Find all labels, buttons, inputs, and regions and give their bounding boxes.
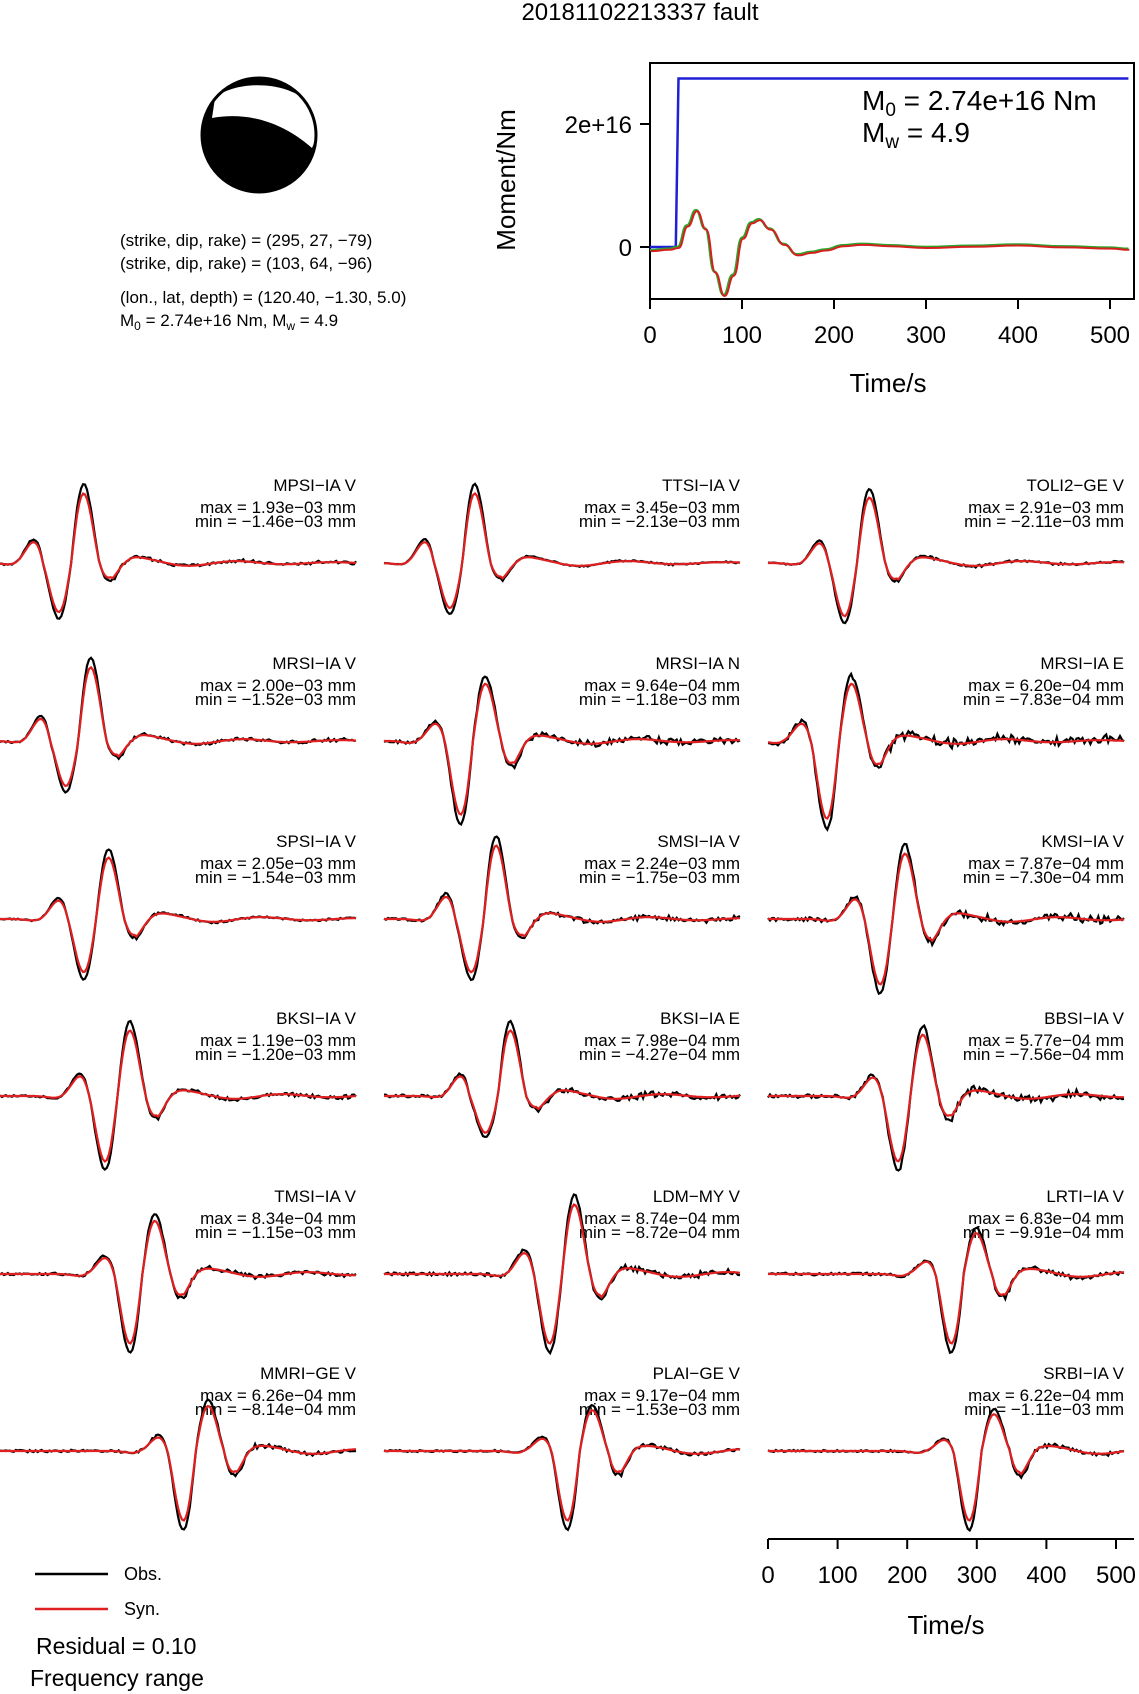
waveform-panel bbox=[768, 476, 1125, 623]
waveform-xlabel: Time/s bbox=[907, 1610, 985, 1640]
waveform-panel bbox=[384, 476, 741, 614]
station-name: LRTI−IA V bbox=[1046, 1187, 1124, 1206]
focal-moment: $M_0 = 2.74e+16$ Nm, $M_w = 4.9$ bbox=[120, 311, 339, 333]
moment-xtick-label: 400 bbox=[997, 322, 1039, 349]
station-name: LDM−MY V bbox=[652, 1187, 740, 1206]
station-min: min = −7.83e−04 mm bbox=[962, 690, 1124, 709]
waveform-panel bbox=[768, 1187, 1125, 1353]
station-min: min = −9.91e−04 mm bbox=[962, 1223, 1124, 1242]
station-max: max = 6.20e−04 mm bbox=[968, 676, 1124, 695]
moment-chart bbox=[491, 63, 1134, 398]
waveform-panel bbox=[384, 654, 740, 824]
legend-obs-label: Obs. bbox=[124, 1564, 163, 1584]
station-name: TMSI−IA V bbox=[274, 1187, 356, 1206]
station-min: min = −1.20e−03 mm bbox=[194, 1045, 356, 1064]
station-name: PLAI−GE V bbox=[652, 1364, 740, 1383]
waveform-panel bbox=[384, 1187, 741, 1353]
waveform-xtick-label: 100 bbox=[817, 1562, 858, 1589]
station-name: MPSI−IA V bbox=[273, 476, 356, 495]
station-name: BKSI−IA E bbox=[660, 1009, 740, 1028]
station-max: max = 7.98e−04 mm bbox=[584, 1031, 740, 1050]
station-max: max = 6.22e−04 mm bbox=[968, 1386, 1124, 1405]
station-min: min = −8.72e−04 mm bbox=[578, 1223, 740, 1242]
synthetic-waveform bbox=[384, 1410, 740, 1520]
station-min: min = −1.15e−03 mm bbox=[194, 1223, 356, 1242]
moment-annot-mw: $M_w = 4.9$ bbox=[862, 117, 970, 153]
moment-annot-m0: $M_0 = 2.74e+16$ Nm bbox=[862, 85, 1097, 121]
station-min: min = −2.11e−03 mm bbox=[964, 512, 1124, 531]
moment-xtick-label: 200 bbox=[813, 322, 855, 349]
station-min: min = −8.14e−04 mm bbox=[194, 1400, 356, 1419]
waveform-xtick-label: 0 bbox=[761, 1562, 775, 1589]
station-name: MMRI−GE V bbox=[260, 1364, 356, 1383]
moment-ylabel: Moment/Nm bbox=[491, 109, 521, 251]
station-max: max = 2.00e−03 mm bbox=[200, 676, 356, 695]
waveform-panel bbox=[0, 1009, 357, 1170]
station-name: SMSI−IA V bbox=[657, 832, 740, 851]
moment-x-axis bbox=[643, 299, 1130, 349]
synthetic-waveform bbox=[0, 1406, 356, 1520]
waveform-panel bbox=[384, 832, 741, 980]
station-name: KMSI−IA V bbox=[1041, 832, 1124, 851]
station-max: max = 6.83e−04 mm bbox=[968, 1209, 1124, 1228]
station-max: max = 9.64e−04 mm bbox=[584, 676, 740, 695]
focal-plane-1: (strike, dip, rake) = (295, 27, −79) bbox=[120, 231, 373, 250]
station-max: max = 7.87e−04 mm bbox=[968, 854, 1124, 873]
waveform-xtick-label: 300 bbox=[956, 1562, 997, 1589]
station-max: max = 8.74e−04 mm bbox=[584, 1209, 740, 1228]
frequency-range-text: Frequency range bbox=[30, 1665, 204, 1691]
station-name: MRSI−IA N bbox=[655, 654, 740, 673]
station-name: BKSI−IA V bbox=[276, 1009, 356, 1028]
focal-location: (lon., lat, depth) = (120.40, −1.30, 5.0) bbox=[120, 288, 407, 307]
station-min: min = −1.46e−03 mm bbox=[194, 512, 356, 531]
station-min: min = −1.54e−03 mm bbox=[194, 868, 356, 887]
station-max: max = 9.17e−04 mm bbox=[584, 1386, 740, 1405]
station-min: min = −7.30e−04 mm bbox=[962, 868, 1124, 887]
legend-syn-label: Syn. bbox=[124, 1599, 161, 1619]
station-max: max = 1.19e−03 mm bbox=[200, 1031, 356, 1050]
station-min: min = −4.27e−04 mm bbox=[578, 1045, 740, 1064]
waveform-panel bbox=[384, 1009, 740, 1137]
waveform-time-axis bbox=[761, 1539, 1136, 1640]
waveform-panel bbox=[0, 654, 357, 792]
residual-text: Residual = 0.10 bbox=[36, 1633, 197, 1659]
moment-y-axis bbox=[565, 112, 650, 262]
station-name: BBSI−IA V bbox=[1044, 1009, 1124, 1028]
station-min: min = −1.11e−03 mm bbox=[964, 1400, 1124, 1419]
waveform-panel bbox=[768, 654, 1124, 830]
waveform-panel bbox=[0, 476, 357, 619]
waveform-panel bbox=[0, 832, 357, 980]
station-name: MRSI−IA V bbox=[272, 654, 356, 673]
waveform-panels bbox=[0, 476, 1125, 1530]
moment-ytick-label: 0 bbox=[618, 235, 632, 262]
station-min: min = −7.56e−04 mm bbox=[962, 1045, 1124, 1064]
station-max: max = 2.24e−03 mm bbox=[584, 854, 740, 873]
waveform-panel bbox=[0, 1187, 357, 1352]
station-min: min = −1.52e−03 mm bbox=[194, 690, 356, 709]
station-min: min = −1.18e−03 mm bbox=[578, 690, 740, 709]
moment-xtick-label: 100 bbox=[721, 322, 763, 349]
waveform-panel bbox=[768, 832, 1125, 994]
station-max: max = 3.45e−03 mm bbox=[584, 498, 740, 517]
waveform-xtick-label: 400 bbox=[1026, 1562, 1067, 1589]
focal-plane-2: (strike, dip, rake) = (103, 64, −96) bbox=[120, 254, 373, 273]
station-min: min = −1.75e−03 mm bbox=[578, 868, 740, 887]
synthetic-waveform bbox=[768, 1233, 1124, 1343]
waveform-panel bbox=[768, 1364, 1125, 1530]
moment-xlabel: Time/s bbox=[849, 368, 927, 398]
moment-xtick-label: 300 bbox=[905, 322, 947, 349]
station-name: MRSI−IA E bbox=[1040, 654, 1124, 673]
waveform-panel bbox=[768, 1009, 1125, 1171]
station-name: TOLI2−GE V bbox=[1026, 476, 1124, 495]
moment-rate-green-line bbox=[650, 210, 1128, 295]
figure-title: 20181102213337 fault bbox=[521, 0, 759, 26]
station-name: SPSI−IA V bbox=[276, 832, 356, 851]
station-min: min = −1.53e−03 mm bbox=[578, 1400, 740, 1419]
observed-waveform bbox=[768, 1409, 1124, 1531]
legend bbox=[30, 1564, 204, 1691]
station-max: max = 5.77e−04 mm bbox=[968, 1031, 1124, 1050]
moment-ytick-label: 2e+16 bbox=[564, 112, 632, 139]
station-max: max = 2.05e−03 mm bbox=[200, 854, 356, 873]
waveform-xtick-label: 500 bbox=[1095, 1562, 1137, 1589]
station-max: max = 6.26e−04 mm bbox=[200, 1386, 356, 1405]
beachball-icon bbox=[202, 78, 316, 192]
waveform-panel bbox=[384, 1364, 741, 1530]
station-max: max = 8.34e−04 mm bbox=[200, 1209, 356, 1228]
station-max: max = 1.93e−03 mm bbox=[200, 498, 356, 517]
waveform-panel bbox=[0, 1364, 357, 1530]
station-name: SRBI−IA V bbox=[1043, 1364, 1124, 1383]
moment-xtick-label: 500 bbox=[1089, 322, 1131, 349]
station-max: max = 2.91e−03 mm bbox=[968, 498, 1124, 517]
moment-rate-red-line bbox=[651, 211, 1129, 296]
station-min: min = −2.13e−03 mm bbox=[578, 512, 740, 531]
station-name: TTSI−IA V bbox=[662, 476, 740, 495]
synthetic-waveform bbox=[768, 1414, 1124, 1520]
waveform-xtick-label: 200 bbox=[887, 1562, 928, 1589]
moment-xtick-label: 0 bbox=[643, 322, 657, 349]
